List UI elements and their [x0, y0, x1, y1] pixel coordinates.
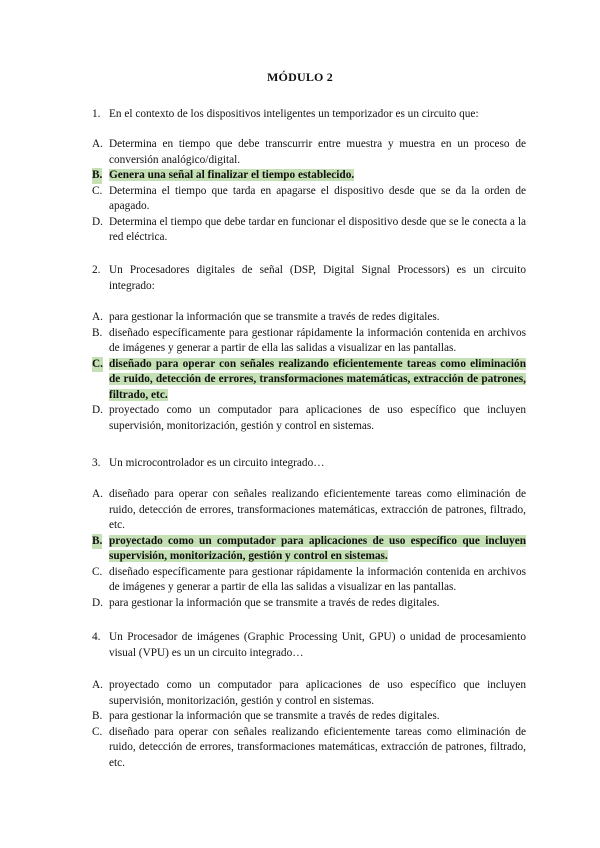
- option-3c: [92, 565, 526, 596]
- option-text: para gestionar la información que se transmite a través de redes digitales.: [109, 596, 440, 609]
- option-text: Determina en tiempo que debe transcurrir entre muestra y muestra en un proceso de conversión analógico/digital.: [109, 138, 526, 166]
- option-letter: B.: [92, 168, 102, 184]
- option-letter: C.: [92, 725, 103, 738]
- question-text: Un Procesador de imágenes (Graphic Processing Unit, GPU) o unidad de procesamiento visual (VPU) es un un circuito integrado…: [109, 631, 526, 659]
- question-number: 2.: [92, 264, 101, 276]
- question-number: 3.: [92, 457, 101, 469]
- option-text: proyectado como un computador para aplicaciones de uso específico que incluyen supervisión, monitorización, gestión y control en sistemas.: [109, 534, 526, 562]
- option-1d: [92, 215, 526, 246]
- option-2d: [92, 403, 526, 434]
- question-number: 1.: [92, 108, 101, 120]
- option-letter: A.: [92, 311, 103, 323]
- option-3b-correct: [92, 534, 526, 565]
- page-title: MÓDULO 2: [267, 70, 333, 84]
- question-text: Un microcontrolador es un circuito integrado…: [109, 457, 325, 469]
- option-text: proyectado como un computador para aplicaciones de uso específico que incluyen supervisión, monitorización, gestión y control en sistemas.: [109, 404, 526, 432]
- question-4-options: [92, 678, 526, 771]
- option-text: Determina el tiempo que debe tardar en funcionar el dispositivo desde que se le conecta a la red eléctrica.: [109, 215, 526, 243]
- option-letter: B.: [92, 534, 102, 550]
- option-letter: A.: [92, 679, 103, 691]
- option-2c-correct: [92, 357, 526, 404]
- option-letter: D.: [92, 404, 103, 416]
- option-text: Genera una señal al finalizar el tiempo establecido.: [109, 169, 355, 181]
- option-text: diseñado para operar con señales realizando eficientemente tareas como eliminación de ruido, detección de errores, transformaciones matemáticas, extracción de patrones, filtrado, etc.: [109, 725, 526, 769]
- option-letter: D.: [92, 215, 103, 228]
- option-1c: [92, 184, 526, 215]
- option-3a: [92, 487, 526, 534]
- question-4: [92, 630, 526, 661]
- option-text: diseñado para operar con señales realizando eficientemente tareas como eliminación de ruido, detección de errores, transformaciones matemáticas, extracción de patrones, filtrado, etc.: [109, 357, 526, 401]
- option-4b: [92, 709, 526, 725]
- question-text: Un Procesadores digitales de señal (DSP, Digital Signal Processors) es un circuito integrado:: [109, 264, 526, 292]
- option-letter: D.: [92, 596, 103, 609]
- question-3-options: [92, 487, 526, 611]
- option-text: proyectado como un computador para aplicaciones de uso específico que incluyen supervisión, monitorización, gestión y control en sistemas.: [109, 679, 526, 707]
- option-letter: B.: [92, 326, 103, 339]
- option-2a: [92, 310, 526, 326]
- question-2: [92, 263, 526, 294]
- question-1-options: [92, 137, 526, 246]
- option-text: diseñado para operar con señales realizando eficientemente tareas como eliminación de ruido, detección de errores, transformaciones matemáticas, extracción de patrones, filtrado, etc.: [109, 488, 526, 531]
- question-number: 4.: [92, 631, 101, 643]
- option-text: Determina el tiempo que tarda en apagarse el dispositivo desde que se da la orden de apagado.: [109, 184, 526, 212]
- option-letter: C.: [92, 184, 103, 197]
- option-letter: C.: [92, 565, 103, 578]
- question-3: [92, 456, 526, 472]
- option-2b: [92, 326, 526, 357]
- option-text: diseñado específicamente para gestionar rápidamente la información contenida en archivos de imágenes y generar a partir de ella las salidas a visualizar en las pantallas.: [109, 565, 526, 593]
- option-letter: C.: [92, 357, 103, 373]
- option-text: para gestionar la información que se transmite a través de redes digitales.: [109, 311, 440, 323]
- option-letter: B.: [92, 710, 103, 722]
- option-3d: [92, 596, 526, 612]
- option-4c: [92, 725, 526, 772]
- option-1a: [92, 137, 526, 168]
- option-letter: A.: [92, 138, 103, 150]
- question-1: [92, 107, 526, 123]
- question-2-options: [92, 310, 526, 434]
- question-text: En el contexto de los dispositivos inteligentes un temporizador es un circuito que:: [109, 108, 479, 120]
- option-letter: A.: [92, 488, 103, 500]
- option-1b-correct: [92, 168, 526, 184]
- option-4a: [92, 678, 526, 709]
- option-text: para gestionar la información que se transmite a través de redes digitales.: [109, 710, 440, 722]
- option-text: diseñado específicamente para gestionar rápidamente la información contenida en archivos de imágenes y generar a partir de ella las salidas a visualizar en las pantallas.: [109, 326, 526, 354]
